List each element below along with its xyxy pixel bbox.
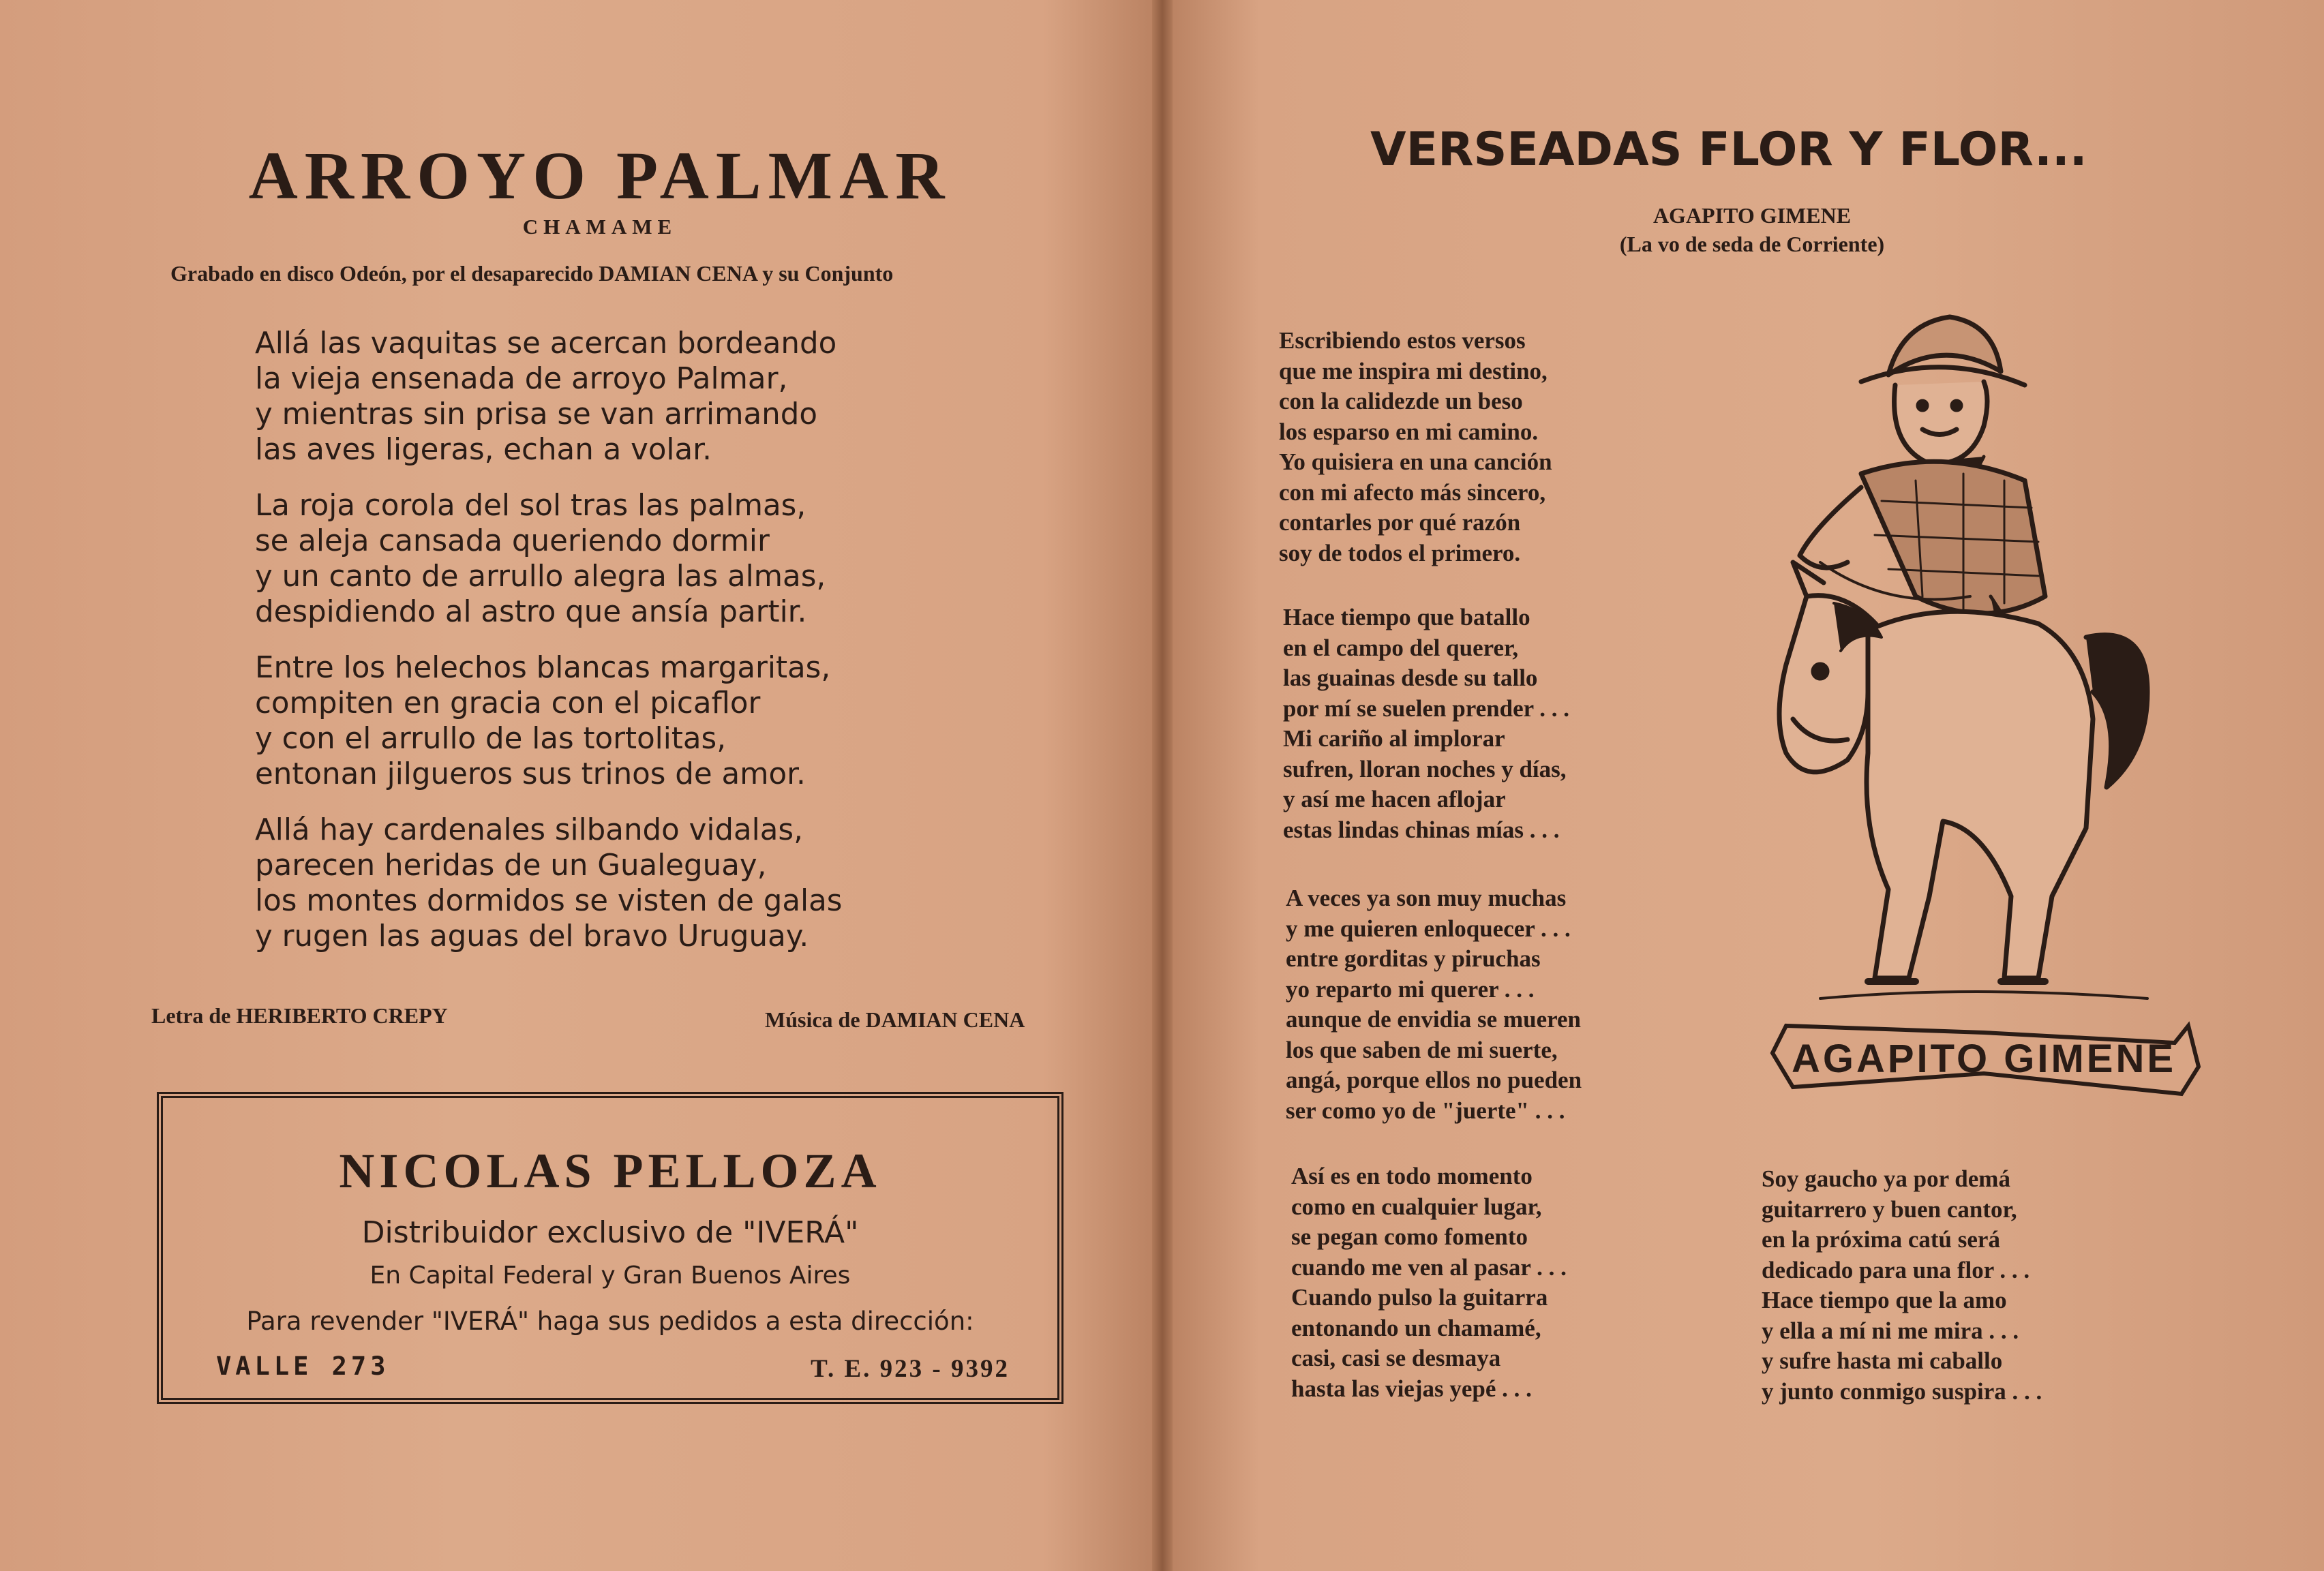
- verse-line: que me inspira mi destino,: [1279, 357, 1548, 384]
- lyric-line: la vieja ensenada de arroyo Palmar,: [255, 362, 788, 396]
- verse-line: las guainas desde su tallo: [1283, 665, 1538, 691]
- music-credit: Música de DAMIAN CENA: [765, 1007, 1025, 1032]
- verse-line: contarles por qué razón: [1279, 509, 1521, 536]
- verse: [1762, 1164, 2042, 1407]
- distributor-tagline: Distribuidor exclusivo de "IVERÁ": [361, 1215, 859, 1250]
- verse-line: Hace tiempo que batallo: [1283, 604, 1530, 630]
- lyric-line: las aves ligeras, echan a volar.: [255, 433, 712, 467]
- recording-note: Grabado en disco Odeón, por el desaparecido DAMIAN CENA y su Conjunto: [170, 261, 894, 286]
- verse-line: guitarrero y buen cantor,: [1762, 1195, 2017, 1223]
- verse-line: Cuando pulso la guitarra: [1291, 1284, 1548, 1311]
- verse-line: sufren, lloran noches y días,: [1283, 755, 1567, 782]
- verse-line: Escribiendo estos versos: [1279, 327, 1526, 354]
- verse-line: Soy gaucho ya por demá: [1762, 1165, 2010, 1192]
- verse-line: ser como yo de "juerte" . . .: [1286, 1097, 1565, 1124]
- verse: [1283, 603, 1569, 845]
- lyric-line: Entre los helechos blancas margaritas,: [255, 651, 831, 685]
- verse-line: Hace tiempo que la amo: [1762, 1287, 2007, 1313]
- stanza: [255, 812, 937, 954]
- lyric-line: La roja corola del sol tras las palmas,: [255, 489, 806, 523]
- lyric-line: Allá hay cardenales silbando vidalas,: [255, 813, 803, 847]
- verse: [1286, 883, 1582, 1126]
- author-nickname: (La vo de seda de Corriente): [1619, 232, 1885, 256]
- verse-line: aunque de envidia se mueren: [1286, 1006, 1582, 1033]
- verse-line: y ella a mí ni me mira . . .: [1762, 1317, 2019, 1344]
- verse-line: entonando un chamamé,: [1291, 1314, 1541, 1341]
- lyric-line: compiten en gracia con el picaflor: [255, 686, 761, 720]
- verse-line: como en cualquier lugar,: [1291, 1193, 1542, 1220]
- gaucho-on-horse-illustration: [1766, 310, 2202, 1142]
- distributor-name: NICOLAS PELLOZA: [339, 1144, 881, 1198]
- song-genre: CHAMAME: [522, 215, 678, 239]
- lyric-line: y con el arrullo de las tortolitas,: [255, 722, 727, 756]
- song-title: ARROYO PALMAR: [248, 138, 952, 213]
- verse-line: A veces ya son muy muchas: [1286, 885, 1567, 911]
- verse-line: los esparso en mi camino.: [1279, 418, 1539, 445]
- distributor-instructions: Para revender "IVERÁ" haga sus pedidos a esta dirección:: [246, 1307, 974, 1336]
- verse-line: con mi afecto más sincero,: [1279, 478, 1546, 506]
- verse-line: y me quieren enloquecer . . .: [1286, 915, 1571, 942]
- verse-line: casi, casi se desmaya: [1291, 1345, 1501, 1371]
- distributor-phone: T. E. 923 - 9392: [811, 1355, 1010, 1383]
- lyric-line: despidiendo al astro que ansía partir.: [255, 595, 807, 629]
- verse: [1279, 326, 1552, 568]
- verse-line: estas lindas chinas mías . . .: [1283, 816, 1560, 843]
- song-lyrics: [255, 326, 937, 975]
- stanza: [255, 650, 937, 792]
- lyric-line: se aleja cansada queriendo dormir: [255, 524, 770, 558]
- verse-line: yo reparto mi querer . . .: [1286, 975, 1535, 1003]
- verse-line: angá, porque ellos no pueden: [1286, 1067, 1582, 1093]
- lyric-line: Allá las vaquitas se acercan bordeando: [255, 326, 837, 361]
- verse-line: soy de todos el primero.: [1279, 539, 1521, 566]
- lyric-line: y rugen las aguas del bravo Uruguay.: [255, 919, 809, 954]
- verse-line: con la calidezde un beso: [1279, 388, 1523, 414]
- verse-line: por mí se suelen prender . . .: [1283, 695, 1570, 722]
- illustration-banner: AGAPITO GIMENE: [1791, 1037, 2177, 1081]
- lyric-line: los montes dormidos se visten de galas: [255, 884, 843, 918]
- verse: [1291, 1161, 1567, 1404]
- verse-line: los que saben de mi suerte,: [1286, 1036, 1558, 1063]
- poem-title: VERSEADAS FLOR Y FLOR...: [1370, 123, 2087, 177]
- poem-author: AGAPITO GIMENE: [1653, 203, 1852, 228]
- verse-line: y junto conmigo suspira . . .: [1762, 1377, 2042, 1405]
- stanza: [255, 488, 937, 630]
- verse-line: Yo quisiera en una canción: [1279, 448, 1552, 475]
- verse-line: y sufre hasta mi caballo: [1762, 1347, 2003, 1374]
- verse-line: entre gorditas y piruchas: [1286, 945, 1541, 972]
- lyric-line: parecen heridas de un Gualeguay,: [255, 849, 767, 883]
- verse-line: en la próxima catú será: [1762, 1226, 2000, 1253]
- stanza: [255, 326, 937, 468]
- verse-line: dedicado para una flor . . .: [1762, 1256, 2030, 1283]
- lyric-line: y un canto de arrullo alegra las almas,: [255, 560, 826, 594]
- verse-line: hasta las viejas yepé . . .: [1291, 1375, 1532, 1402]
- verse-line: en el campo del querer,: [1283, 634, 1519, 661]
- lyric-line: y mientras sin prisa se van arrimando: [255, 397, 817, 431]
- verse-line: cuando me ven al pasar . . .: [1291, 1253, 1567, 1281]
- verse-line: se pegan como fomento: [1291, 1223, 1528, 1250]
- distributor-area: En Capital Federal y Gran Buenos Aires: [369, 1262, 851, 1290]
- lyric-line: entonan jilgueros sus trinos de amor.: [255, 757, 806, 791]
- distributor-advertisement: [157, 1092, 1063, 1404]
- distributor-address: VALLE 273: [216, 1352, 390, 1381]
- verse-line: Así es en todo momento: [1291, 1163, 1533, 1189]
- verse-line: y así me hacen aflojar: [1283, 786, 1506, 812]
- verse-line: Mi cariño al implorar: [1283, 725, 1505, 752]
- lyrics-credit: Letra de HERIBERTO CREPY: [151, 1003, 448, 1028]
